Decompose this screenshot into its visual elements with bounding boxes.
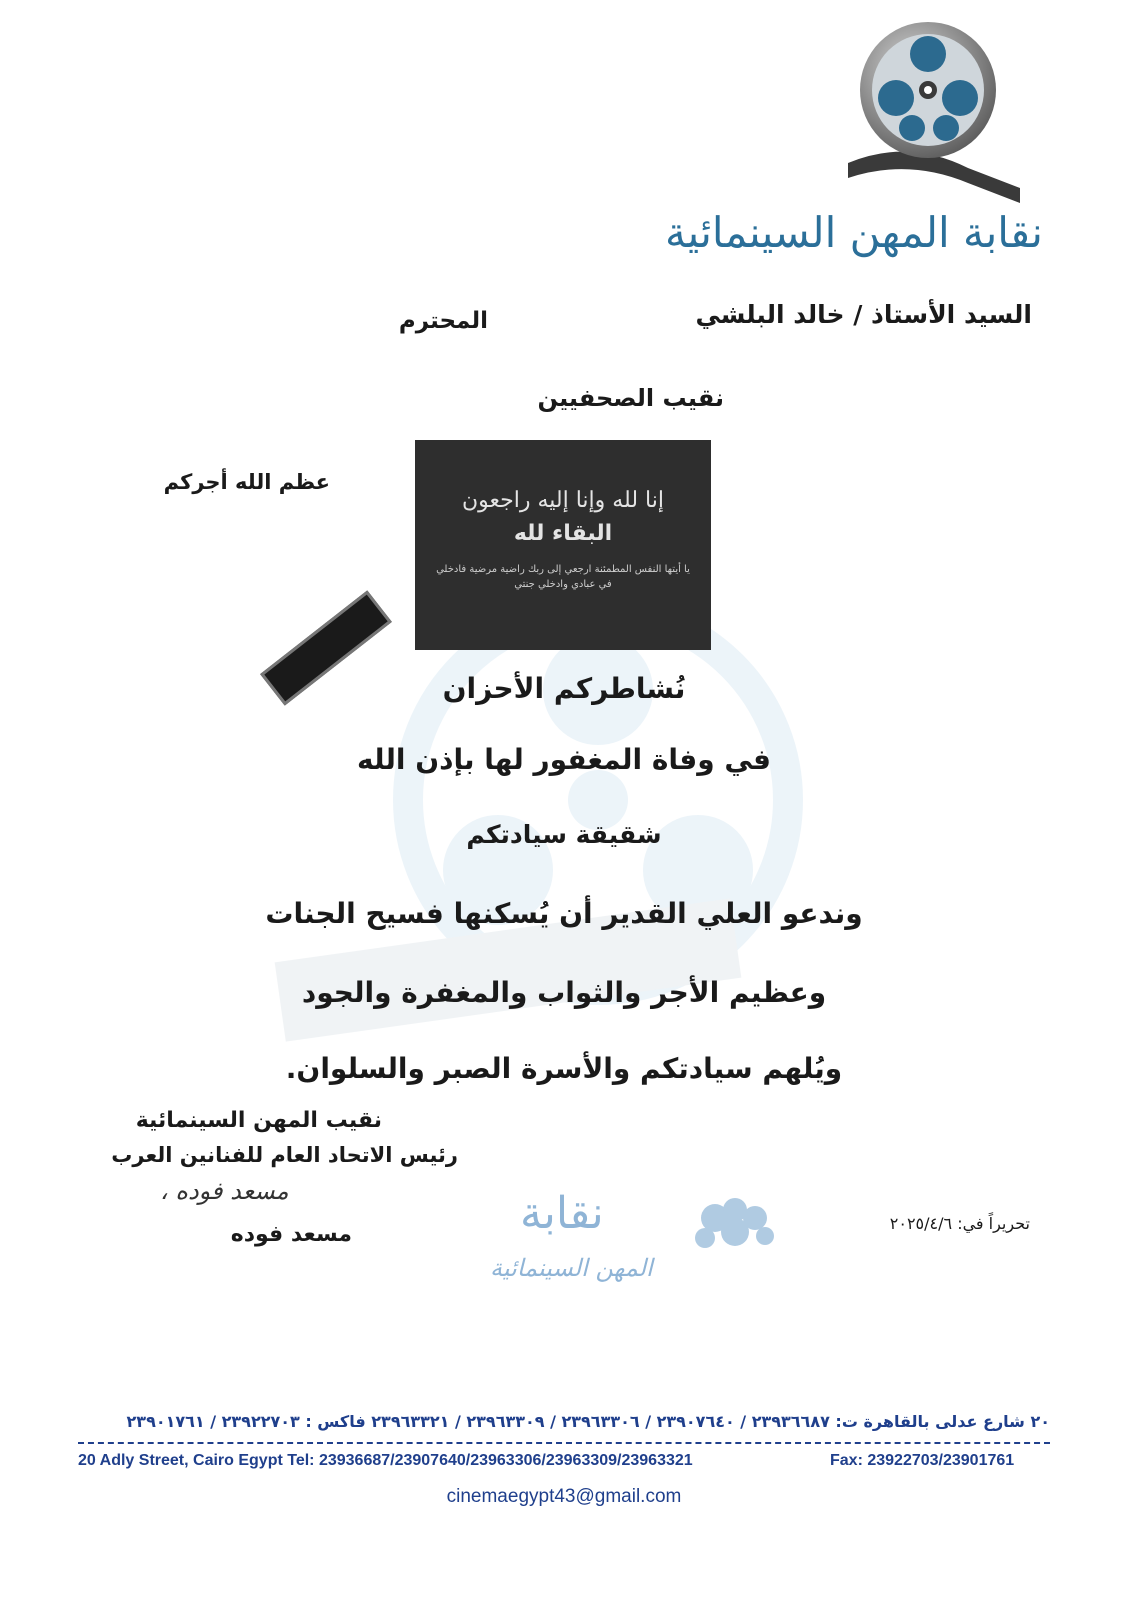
obituary-sub-verse: يا أيتها النفس المطمئنة ارجعي إلى ربك راضية مرضية فادخلي في عبادي وادخلي جنتي — [436, 564, 690, 590]
footer-english-address: 20 Adly Street, Cairo Egypt Tel: 23936687/23907640/23963306/23963309/23963321 — [78, 1452, 693, 1469]
footer-english-fax: Fax: 23922703/23901761 — [830, 1452, 1015, 1469]
body-line-3: شقيقة سيادتكم — [466, 820, 662, 849]
film-reel-logo-icon — [848, 18, 1020, 203]
body-line-6: ويُلهم سيادتكم والأسرة الصبر والسلوان. — [285, 1052, 843, 1085]
footer-email: cinemaegypt43@gmail.com — [446, 1486, 682, 1507]
addressee-honorific: المحترم — [398, 308, 488, 334]
signatory-subtitle: رئيس الاتحاد العام للفنانين العرب — [111, 1143, 458, 1167]
addressee-name: السيد الأستاذ / خالد البلشي — [695, 300, 1032, 329]
obituary-main-text: البقاء لله — [513, 521, 613, 546]
addressee-title: نقيب الصحفيين — [537, 384, 724, 412]
date-label: تحريراً في: ٢٠٢٥/٤/٦ — [889, 1214, 1030, 1233]
signatory-title: نقيب المهن السينمائية — [135, 1108, 382, 1133]
footer-arabic-address: ٢٠ شارع عدلى بالقاهرة ت: ٢٣٩٣٦٦٨٧ / ٢٣٩٠٧٦٤٠ / ٢٣٩٦٣٣٠٦ / ٢٣٩٦٣٣٠٩ / ٢٣٩٦٣٣٢١ فاكس : ٢٣٩٢٢٧٠٣ / ٢٣٩٠١٧٦١ — [126, 1412, 1050, 1431]
stamp-text-cinema: المهن السينمائية — [490, 1254, 653, 1282]
stamp-text-union: نقابة — [520, 1188, 604, 1239]
handwritten-signature: مسعد فوده ، — [160, 1177, 289, 1205]
footer-divider — [78, 1442, 1050, 1444]
signatory-name: مسعد فوده — [230, 1222, 352, 1247]
obituary-box — [415, 440, 711, 650]
body-line-2: في وفاة المغفور لها بإذن الله — [356, 743, 772, 776]
organization-name-logotype: نقابة المهن السينمائية — [665, 208, 1043, 257]
body-line-4: وندعو العلي القدير أن يُسكنها فسيح الجنات — [265, 897, 863, 930]
obituary-verse: إنا لله وإنا إليه راجعون — [462, 488, 664, 513]
body-line-5: وعظيم الأجر والثواب والمغفرة والجود — [301, 976, 827, 1009]
condolence-greeting: عظم الله أجركم — [163, 470, 330, 494]
body-line-1: نُشاطركم الأحزان — [442, 672, 686, 705]
